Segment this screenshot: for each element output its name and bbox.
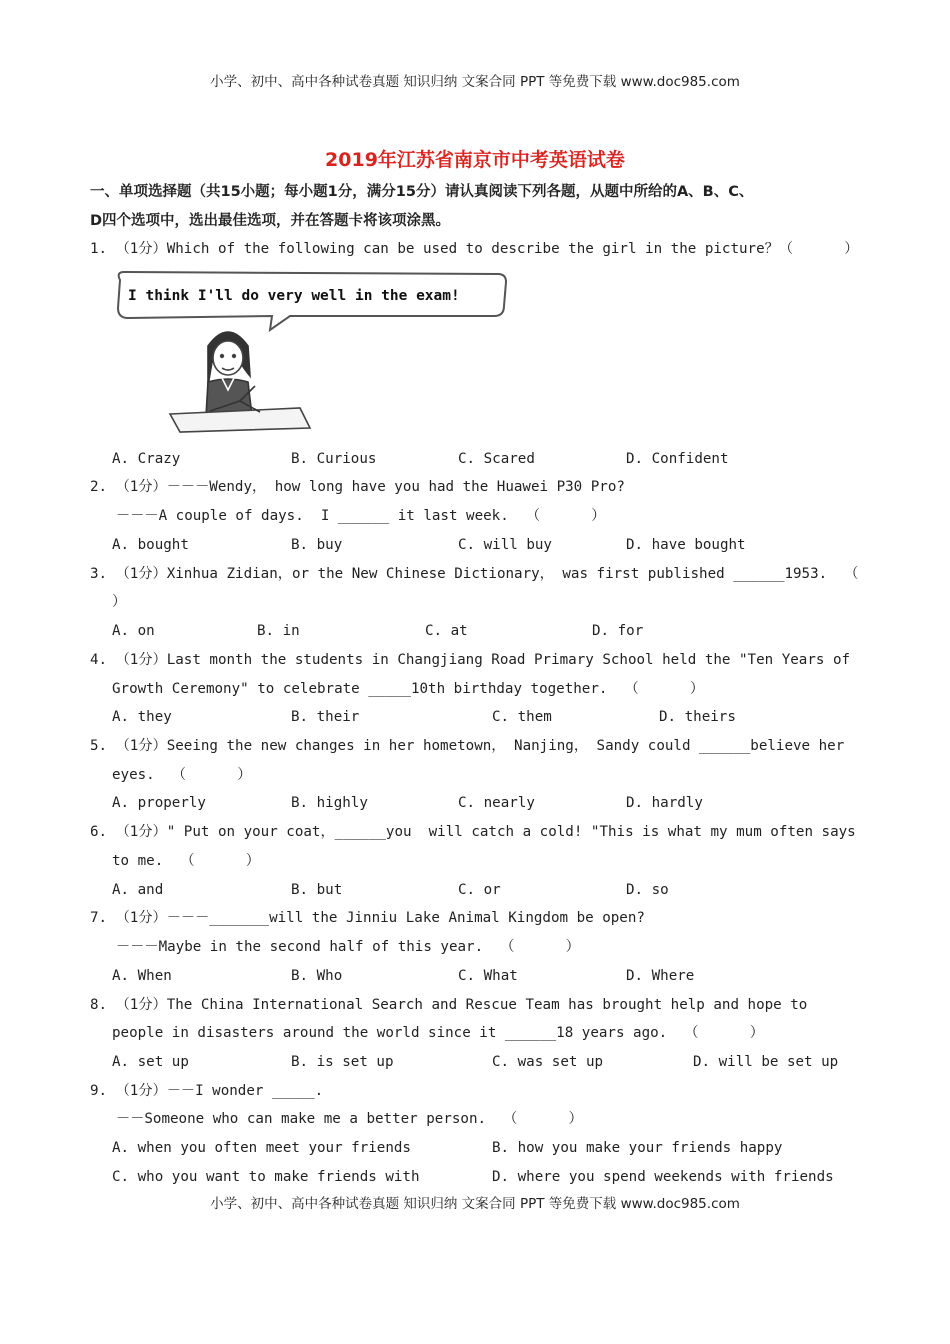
question-2-line-2: －－－A couple of days. I ______ it last week. （ ）	[116, 508, 606, 524]
question-9-line-2: －－Someone who can make me a better person. （ ）	[116, 1111, 583, 1127]
question-9-option-b: B. how you make your friends happy	[492, 1140, 783, 1156]
section-instructions	[90, 178, 870, 236]
question-9-option-d: D. where you spend weekends with friends	[492, 1169, 834, 1185]
question-2-option-b: B. buy	[291, 537, 343, 553]
question-7-option-a: A. When	[112, 968, 172, 984]
speech-text: I think I'll do very well in the exam!	[128, 288, 460, 304]
question-1-option-a: A. Crazy	[112, 451, 181, 467]
question-9-option-c: C. who you want to make friends with	[112, 1169, 420, 1185]
page-title: 2019年江苏省南京市中考英语试卷	[325, 149, 625, 171]
question-7-option-d: D. Where	[626, 968, 695, 984]
question-8-option-c: C. was set up	[492, 1054, 604, 1070]
question-5-option-a: A. properly	[112, 795, 206, 811]
question-4-option-c: C. them	[492, 709, 552, 725]
question-5-line-2: eyes. （ ）	[112, 767, 252, 783]
page-header: 小学、初中、高中各种试卷真题 知识归纳 文案合同 PPT 等免费下载 www.doc985.com	[210, 74, 740, 90]
question-6-option-c: C. or	[458, 882, 501, 898]
question-8: 8. （1分）The China International Search and Rescue Team has brought help and hope to	[90, 997, 808, 1013]
question-3: 3. （1分）Xinhua Zidian，or the New Chinese Dictionary， was first published ______1953. （	[90, 566, 859, 582]
question-2-option-c: C. will buy	[458, 537, 552, 553]
question-8-option-a: A. set up	[112, 1054, 189, 1070]
question-2: 2. （1分）－－－Wendy， how long have you had the Huawei P30 Pro?	[90, 479, 625, 495]
question-7-option-b: B. Who	[291, 968, 343, 984]
question-1-option-d: D. Confident	[626, 451, 729, 467]
section-line-2: D四个选项中，选出最佳选项，并在答题卡将该项涂黑。	[90, 213, 451, 229]
question-3-line-2: ）	[112, 594, 127, 610]
question-2-option-d: D. have bought	[626, 537, 746, 553]
question-4-option-d: D. theirs	[659, 709, 736, 725]
section-line-1: 一、单项选择题（共15小题；每小题1分，满分15分）请认真阅读下列各题，从题中所给的A、B、C、	[90, 184, 754, 200]
question-6-line-2: to me. （ ）	[112, 853, 260, 869]
question-8-line-2: people in disasters around the world since it ______18 years ago. （ ）	[112, 1025, 764, 1041]
question-7-line-2: －－－Maybe in the second half of this year. （ ）	[116, 939, 580, 955]
question-2-option-a: A. bought	[112, 537, 189, 553]
question-1-option-c: C. Scared	[458, 451, 535, 467]
question-1: 1. （1分）Which of the following can be used to describe the girl in the picture？（ ）	[90, 241, 859, 257]
question-6: 6. （1分）" Put on your coat，______you will catch a cold! "This is what my mum often says	[90, 824, 856, 840]
question-5-option-b: B. highly	[291, 795, 368, 811]
question-6-option-d: D. so	[626, 882, 669, 898]
question-5-option-c: C. nearly	[458, 795, 535, 811]
question-6-option-a: A. and	[112, 882, 164, 898]
question-6-option-b: B. but	[291, 882, 343, 898]
question-3-option-a: A. on	[112, 623, 155, 639]
question-7: 7. （1分）－－－_______will the Jinniu Lake Animal Kingdom be open?	[90, 910, 645, 926]
question-3-option-c: C. at	[425, 623, 468, 639]
girl-illustration	[170, 332, 310, 432]
question-3-option-b: B. in	[257, 623, 300, 639]
question-8-option-b: B. is set up	[291, 1054, 394, 1070]
question-4-option-b: B. their	[291, 709, 360, 725]
page-footer: 小学、初中、高中各种试卷真题 知识归纳 文案合同 PPT 等免费下载 www.doc985.com	[210, 1196, 740, 1212]
question-4: 4. （1分）Last month the students in Changjiang Road Primary School held the "Ten Years of	[90, 652, 851, 668]
question-5-option-d: D. hardly	[626, 795, 703, 811]
question-3-option-d: D. for	[592, 623, 644, 639]
question-4-option-a: A. they	[112, 709, 172, 725]
question-8-option-d: D. will be set up	[693, 1054, 839, 1070]
question-1-option-b: B. Curious	[291, 451, 377, 467]
question-9-option-a: A. when you often meet your friends	[112, 1140, 411, 1156]
question-1-picture	[110, 266, 510, 436]
question-7-option-c: C. What	[458, 968, 518, 984]
question-4-line-2: Growth Ceremony" to celebrate _____10th birthday together. （ ）	[112, 681, 705, 697]
question-5: 5. （1分）Seeing the new changes in her hometown， Nanjing， Sandy could ______believe her	[90, 738, 845, 754]
question-9: 9. （1分）－－I wonder _____.	[90, 1083, 324, 1099]
